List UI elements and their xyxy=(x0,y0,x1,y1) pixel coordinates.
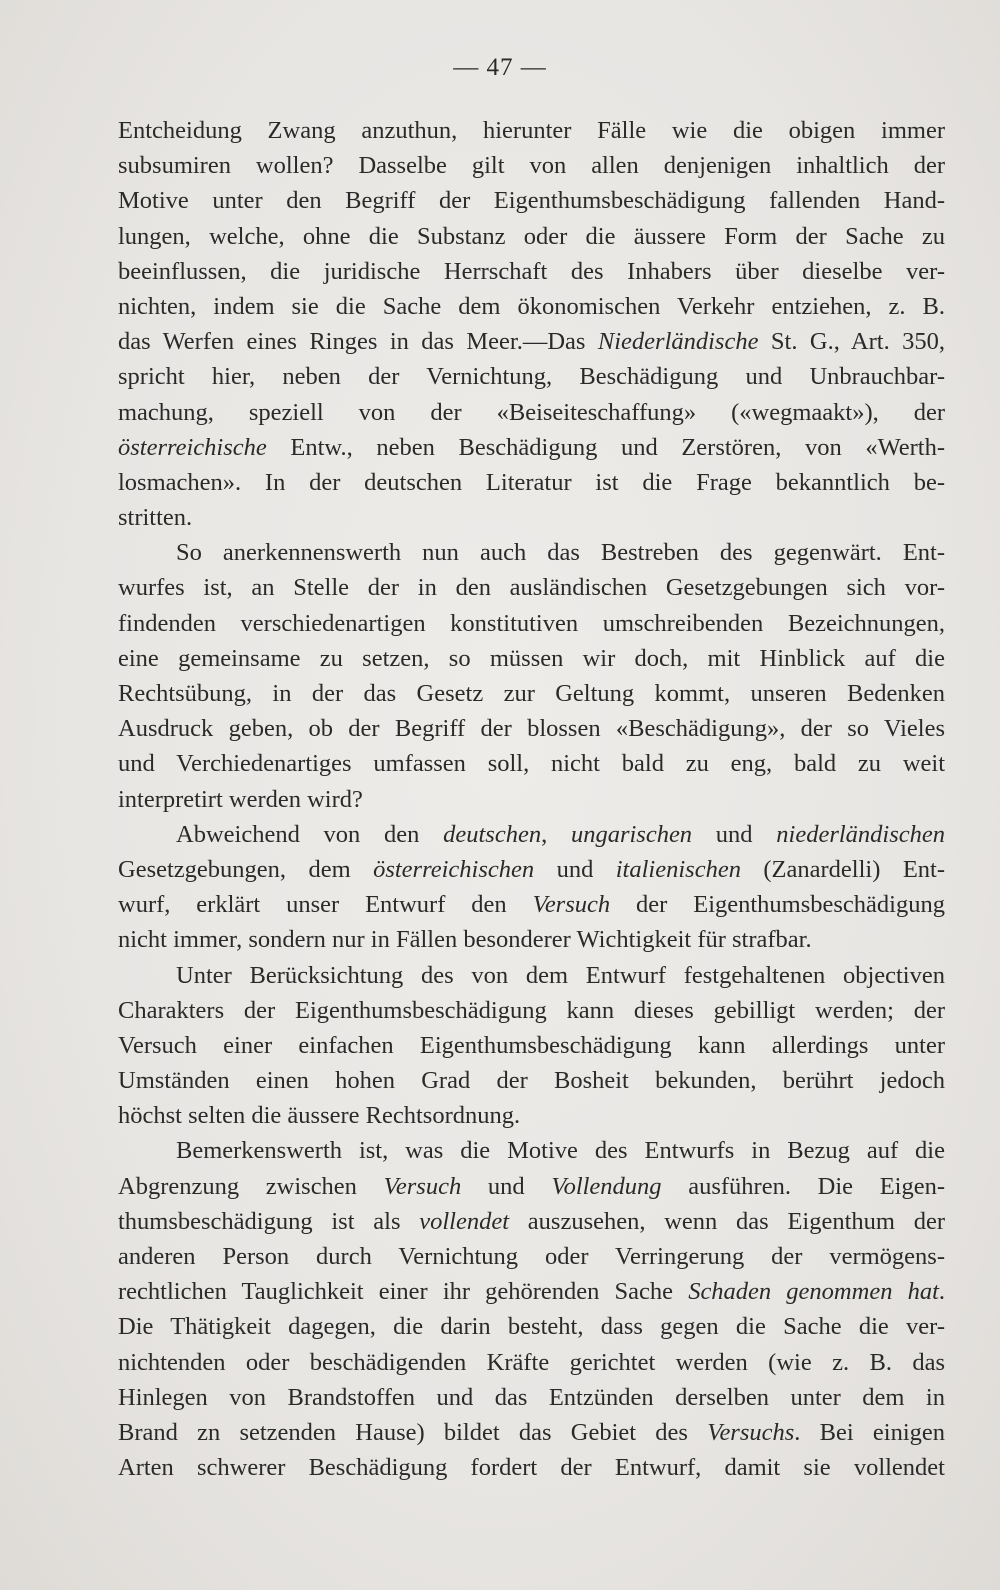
text-line: losmachen». In der deutschen Literatur ist die Frage bekanntlich be- xyxy=(118,468,945,496)
text-line: interpretirt werden wird? xyxy=(118,785,363,813)
text-line: stritten. xyxy=(118,504,193,532)
text-run: thumsbeschädigung ist als xyxy=(118,1207,420,1235)
text-run: . Bei einigen xyxy=(794,1418,945,1446)
text-line: anderen Person durch Vernichtung oder Verringerung der vermögens- xyxy=(118,1243,945,1270)
text-line: eine gemeinsame zu setzen, so müssen wir doch, mit Hinblick auf die xyxy=(118,644,945,672)
text-line: höchst selten die äussere Rechtsordnung. xyxy=(118,1102,521,1130)
emphasis-run: österreichischen xyxy=(373,855,535,883)
emphasis-run: ungarischen xyxy=(570,820,693,848)
text-line: So anerkennenswerth nun auch das Bestreben des gegenwärt. Ent- xyxy=(176,539,945,567)
text-line: machung, speziell von der «Beiseiteschaffung» («wegmaakt»), der xyxy=(118,398,945,426)
emphasis-run: Schaden genommen hat xyxy=(688,1278,939,1306)
text-run: , xyxy=(541,820,571,848)
text-run: Entw., neben Beschädigung und Zerstören, von «Werth- xyxy=(266,433,945,461)
text-line: Unter Berücksichtung des von dem Entwurf festgehaltenen objectiven xyxy=(176,961,945,989)
emphasis-run: niederländischen xyxy=(776,820,945,848)
emphasis-run: österreichische xyxy=(118,433,267,461)
text-line: spricht hier, neben der Vernichtung, Beschädigung und Unbrauchbar- xyxy=(118,363,945,391)
text-line: Versuch einer einfachen Eigenthumsbeschädigung kann allerdings unter xyxy=(118,1031,945,1059)
text-line xyxy=(118,1415,945,1450)
text-line: und Verchiedenartiges umfassen soll, nicht bald zu eng, bald zu weit xyxy=(118,750,945,778)
emphasis-run: Versuchs xyxy=(707,1418,795,1446)
text-run: wurf, erklärt unser Entwurf den xyxy=(118,891,533,919)
page-number: — 47 — xyxy=(453,54,547,81)
text-line: Charakters der Eigenthumsbeschädigung kann dieses gebilligt werden; der xyxy=(118,996,945,1024)
text-run: und xyxy=(534,855,616,883)
text-run: rechtlichen Tauglichkeit einer ihr gehörenden Sache xyxy=(118,1278,689,1306)
text-run: Gesetzgebungen, dem xyxy=(118,855,374,883)
body-text xyxy=(118,113,945,1485)
text-run: ausführen. Die Eigen- xyxy=(661,1172,945,1200)
text-line: Arten schwerer Beschädigung fordert der Entwurf, damit sie vollendet xyxy=(118,1454,945,1482)
text-line xyxy=(118,1274,945,1309)
text-line: nichtenden oder beschädigenden Kräfte gerichtet werden (wie z. B. das xyxy=(118,1348,945,1376)
emphasis-run: Versuch xyxy=(532,891,611,919)
text-line: nicht immer, sondern nur in Fällen besonderer Wichtigkeit für strafbar. xyxy=(118,926,812,954)
text-line: Entcheidung Zwang anzuthun, hierunter Fälle wie die obigen immer xyxy=(118,117,945,144)
text-run: das Werfen eines Ringes in das Meer.—Das xyxy=(118,328,598,356)
text-line xyxy=(118,1204,945,1239)
text-line: Motive unter den Begriff der Eigenthumsbeschädigung fallenden Hand- xyxy=(118,187,945,215)
text-line xyxy=(118,887,945,922)
text-run: und xyxy=(461,1172,552,1200)
text-line: lungen, welche, ohne die Substanz oder die äussere Form der Sache zu xyxy=(118,222,945,250)
text-line: Die Thätigkeit dagegen, die darin besteht, dass gegen die Sache die ver- xyxy=(118,1313,945,1341)
text-line: Hinlegen von Brandstoffen und das Entzünden derselben unter dem in xyxy=(118,1383,945,1411)
text-line xyxy=(118,430,945,465)
text-line: Rechtsübung, in der das Gesetz zur Geltung kommt, unseren Bedenken xyxy=(118,680,945,707)
text-run: der Eigenthumsbeschädigung xyxy=(610,891,945,919)
text-line: beeinflussen, die juridische Herrschaft des Inhabers über dieselbe ver- xyxy=(118,257,945,285)
emphasis-run: Vollendung xyxy=(551,1172,662,1200)
emphasis-run: vollendet xyxy=(419,1207,510,1235)
text-line: wurfes ist, an Stelle der in den ausländischen Gesetzgebungen sich vor- xyxy=(118,574,945,602)
text-line xyxy=(118,1169,945,1204)
text-line: nichten, indem sie die Sache dem ökonomischen Verkehr entziehen, z. B. xyxy=(118,292,945,320)
text-line: Ausdruck geben, ob der Begriff der blossen «Beschädigung», der so Vieles xyxy=(118,715,945,743)
text-run: Abgrenzung zwischen xyxy=(118,1172,384,1200)
text-run: Abweichend von den xyxy=(176,820,444,848)
text-run: auszusehen, wenn das Eigenthum der xyxy=(509,1207,945,1235)
text-line xyxy=(118,817,945,852)
emphasis-run: italienischen xyxy=(615,855,741,883)
emphasis-run: deutschen xyxy=(443,820,542,848)
text-run: Brand zn setzenden Hause) bildet das Gebiet des xyxy=(118,1418,708,1446)
text-run: (Zanardelli) Ent- xyxy=(740,855,945,883)
emphasis-run: Niederländische xyxy=(597,328,759,356)
text-line xyxy=(118,852,945,887)
text-run: . xyxy=(938,1278,945,1306)
text-run: und xyxy=(692,820,777,848)
text-line: findenden verschiedenartigen konstitutiven umschreibenden Bezeichnungen, xyxy=(118,609,945,637)
text-line xyxy=(118,324,945,359)
text-line: Umständen einen hohen Grad der Bosheit bekunden, berührt jedoch xyxy=(118,1067,945,1095)
emphasis-run: Versuch xyxy=(383,1172,462,1200)
text-run: St. G., Art. 350, xyxy=(758,328,945,356)
text-line: subsumiren wollen? Dasselbe gilt von allen denjenigen inhaltlich der xyxy=(118,152,945,180)
text-line: Bemerkenswerth ist, was die Motive des Entwurfs in Bezug auf die xyxy=(176,1137,945,1165)
